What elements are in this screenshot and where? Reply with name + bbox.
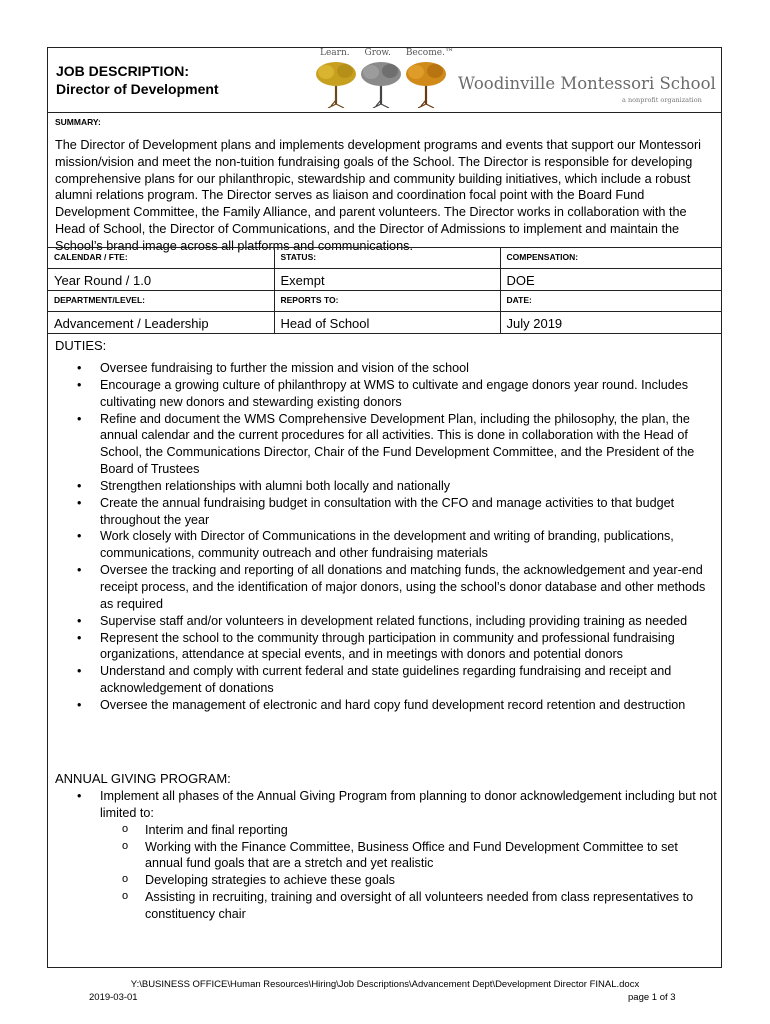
annual-giving-subitem: o Assisting in recruiting, training and oversight of all volunteers needed from class representatives to constituency chair (100, 889, 719, 923)
info-value-row (48, 269, 721, 291)
date-value: July 2019 (500, 312, 721, 334)
calendar-value: Year Round / 1.0 (48, 269, 274, 291)
info-label-row (48, 248, 721, 269)
calendar-label: CALENDAR / FTE: (48, 248, 274, 269)
duty-item: • Oversee fundraising to further the mission and vision of the school (55, 360, 719, 377)
job-title-line2: Director of Development (56, 81, 219, 97)
info-value-row (48, 312, 721, 334)
reports-to-label: REPORTS TO: (274, 291, 500, 312)
annual-giving-sublist (100, 822, 719, 923)
department-value: Advancement / Leadership (48, 312, 274, 334)
tagline-become: Become.™ (405, 48, 454, 58)
job-title-line1: JOB DESCRIPTION: (56, 63, 190, 79)
duty-item: • Represent the school to the community through participation in community and professional fundraising organizations, attendance at special events, and in meetings with donors and potential donors (55, 630, 719, 664)
summary-label: SUMMARY: (55, 117, 101, 127)
tree-icon-gold (316, 62, 356, 108)
tagline-learn: Learn. (320, 48, 350, 58)
compensation-value: DOE (500, 269, 721, 291)
tree-logo-icon (314, 60, 449, 108)
info-label-row (48, 291, 721, 312)
status-label: STATUS: (274, 248, 500, 269)
duty-item: • Understand and comply with current federal and state guidelines regarding fundraising and receipt and acknowledgement of donations (55, 663, 719, 697)
duty-item: • Refine and document the WMS Comprehensive Development Plan, including the philosophy, the plan, the annual calendar and the current procedures for all activities. This is done in collaboration with the Head of School, the Communications Director, Chair of the Fund Development Committee, and the President of the Board of Trustees (55, 411, 719, 478)
footer-file-path: Y:\BUSINESS OFFICE\Human Resources\Hiring\Job Descriptions\Advancement Dept\Development Director FINAL.docx (130, 979, 640, 990)
logo-tagline (320, 48, 466, 58)
annual-giving-subitem: o Developing strategies to achieve these goals (100, 872, 719, 889)
status-value: Exempt (274, 269, 500, 291)
school-name: Woodinville Montessori School (458, 74, 716, 93)
duty-item: • Strengthen relationships with alumni both locally and nationally (55, 478, 719, 495)
summary-text: The Director of Development plans and implements development programs and events that support our Montessori mission/vision and meet the non-tuition fundraising goals of the School. The Director is responsible for developing comprehensive plans for our philanthropic, stewardship and community building initiatives, which include a robust alumni relations program. The Director serves as liaison and coordination focal point with the Board Fund Development Committee, the Family Alliance, and parent volunteers. The Director works in collaboration with the Head of School, the Director of Communications, and the Director of Admissions to implement and maintain the School’s brand image across all platforms and communications. (55, 138, 701, 253)
tree-icon-orange (406, 62, 446, 108)
document-header (48, 48, 721, 112)
duty-item: • Create the annual fundraising budget in consultation with the CFO and manage activities to that budget throughout the year (55, 495, 719, 529)
annual-giving-heading: ANNUAL GIVING PROGRAM: (55, 771, 231, 786)
duty-item: • Oversee the tracking and reporting of all donations and matching funds, the acknowledgement and year-end receipt process, and the identification of major donors, using the school’s donor database and other methods as required (55, 562, 719, 613)
job-title (56, 62, 219, 98)
document-frame (47, 47, 722, 968)
footer-date: 2019-03-01 (89, 992, 138, 1003)
compensation-label: COMPENSATION: (500, 248, 721, 269)
annual-giving-subitem: o Working with the Finance Committee, Business Office and Fund Development Committee to set annual fund goals that are a stretch and yet realistic (100, 839, 719, 873)
tagline-grow: Grow. (364, 48, 391, 58)
department-label: DEPARTMENT/LEVEL: (48, 291, 274, 312)
footer-page-number: page 1 of 3 (628, 992, 676, 1003)
annual-giving-item (55, 788, 719, 923)
duty-item: • Encourage a growing culture of philanthropy at WMS to cultivate and engage donors year round. Includes cultivating new donors and stewarding existing donors (55, 377, 719, 411)
reports-to-value: Head of School (274, 312, 500, 334)
annual-giving-item-text: Implement all phases of the Annual Giving Program from planning to donor acknowledgement including but not limited to: (100, 789, 717, 820)
job-info-table (48, 247, 721, 334)
duties-list (55, 360, 719, 714)
tree-icon-gray (361, 62, 401, 108)
duty-item: • Oversee the management of electronic and hard copy fund development record retention and destruction (55, 697, 719, 714)
summary-section (48, 112, 721, 253)
duty-item: • Supervise staff and/or volunteers in development related functions, including providing training as needed (55, 613, 719, 630)
school-subtitle: a nonprofit organization (622, 96, 702, 104)
annual-giving-list (55, 788, 719, 923)
date-label: DATE: (500, 291, 721, 312)
duty-item: • Work closely with Director of Communications in the development and writing of branding, publications, communications, community outreach and other fundraising materials (55, 528, 719, 562)
duties-heading: DUTIES: (55, 338, 107, 353)
annual-giving-subitem: o Interim and final reporting (100, 822, 719, 839)
